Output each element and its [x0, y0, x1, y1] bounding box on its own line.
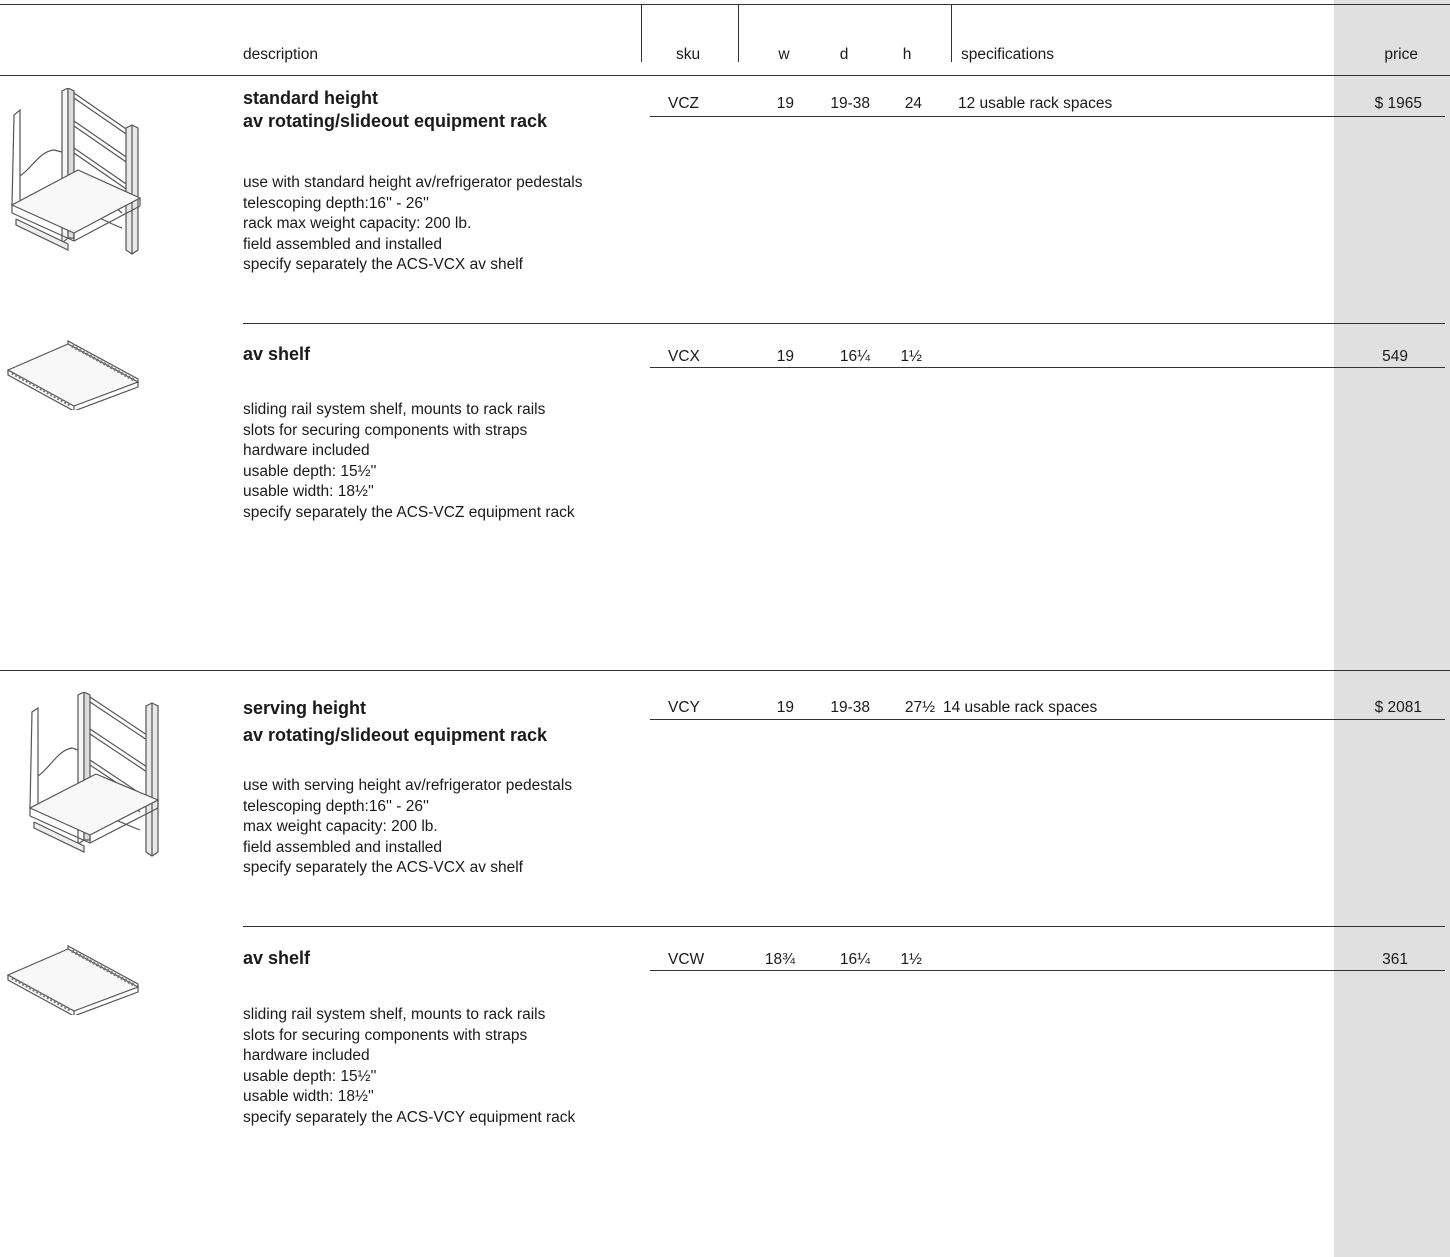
section-divider	[243, 926, 1445, 927]
description-line: usable depth: 15½''	[243, 462, 377, 480]
row-rule	[650, 116, 1445, 117]
product-specifications: 12 usable rack spaces	[958, 95, 1113, 112]
description-line: field assembled and installed	[243, 838, 443, 856]
price-column-band	[1334, 0, 1450, 1257]
product-price: $ 1965	[1374, 95, 1422, 112]
description-line: specify separately the ACS-VCZ equipment rack	[243, 503, 575, 521]
header-bottom-rule	[0, 75, 1450, 76]
product-title-line2: av rotating/slideout equipment rack	[243, 111, 548, 131]
section-divider	[0, 670, 1450, 671]
description-line: sliding rail system shelf, mounts to rack rails	[243, 401, 546, 418]
description-line: sliding rail system shelf, mounts to rack rails	[243, 1006, 546, 1023]
product-depth: 16¼	[839, 348, 870, 365]
description-line: telescoping depth:16'' - 26''	[243, 797, 429, 815]
table-top-rule	[0, 4, 1450, 5]
product-price: 361	[1382, 951, 1408, 968]
description-line: rack max weight capacity: 200 lb.	[243, 215, 472, 233]
column-divider	[641, 4, 642, 62]
product-height: 1½	[900, 348, 922, 365]
product-depth: 19-38	[830, 699, 870, 716]
product-width: 19	[776, 348, 794, 365]
product-description	[243, 173, 582, 276]
header-price: price	[1384, 46, 1418, 63]
av-shelf-illustration	[4, 945, 144, 1015]
description-line: telescoping depth:16'' - 26''	[243, 194, 429, 212]
product-height: 1½	[900, 951, 922, 968]
header-width: w	[778, 46, 790, 63]
product-width: 19	[776, 95, 794, 112]
header-specifications: specifications	[961, 46, 1055, 63]
description-line: field assembled and installed	[243, 235, 443, 253]
description-line: max weight capacity: 200 lb.	[243, 818, 438, 836]
description-line: specify separately the ACS-VCY equipment rack	[243, 1108, 576, 1126]
product-price: $ 2081	[1374, 699, 1422, 716]
description-line: specify separately the ACS-VCX av shelf	[243, 256, 523, 274]
description-line: slots for securing components with straps	[243, 421, 528, 439]
header-height: h	[902, 46, 912, 63]
product-sku: VCW	[668, 951, 705, 968]
description-line: specify separately the ACS-VCX av shelf	[243, 859, 523, 877]
description-line: use with serving height av/refrigerator pedestals	[243, 777, 573, 794]
description-line: use with standard height av/refrigerator pedestals	[243, 174, 583, 191]
product-price: 549	[1382, 348, 1408, 365]
description-line: usable width: 18½''	[243, 483, 374, 501]
description-line: usable width: 18½''	[243, 1088, 374, 1106]
product-specifications: 14 usable rack spaces	[943, 699, 1098, 716]
product-width: 19	[776, 699, 794, 716]
product-height: 24	[904, 95, 922, 112]
header-sku: sku	[675, 46, 701, 63]
product-title: standard height	[243, 88, 379, 108]
av-shelf-illustration	[4, 340, 144, 410]
header-depth: d	[839, 46, 849, 63]
product-width: 18¾	[764, 951, 795, 968]
product-title: av shelf	[243, 344, 311, 364]
description-line: hardware included	[243, 442, 370, 460]
product-depth: 16¼	[839, 951, 870, 968]
product-sku: VCZ	[668, 95, 699, 112]
description-line: usable depth: 15½''	[243, 1067, 377, 1085]
row-rule	[650, 719, 1445, 720]
equipment-rack-illustration	[28, 692, 168, 862]
header-description: description	[243, 46, 318, 63]
product-title: serving height	[243, 698, 367, 718]
product-description	[243, 776, 572, 879]
product-description	[243, 1005, 575, 1129]
column-divider	[951, 4, 952, 62]
column-divider	[738, 4, 739, 62]
product-sku: VCY	[668, 699, 700, 716]
equipment-rack-illustration	[4, 88, 154, 258]
product-description	[243, 400, 575, 524]
description-line: hardware included	[243, 1047, 370, 1065]
row-rule	[650, 367, 1445, 368]
product-depth: 19-38	[830, 95, 870, 112]
product-title-line2: av rotating/slideout equipment rack	[243, 725, 548, 745]
product-height: 27½	[904, 699, 935, 716]
product-title: av shelf	[243, 948, 311, 968]
product-sku: VCX	[668, 348, 700, 365]
row-rule	[650, 970, 1445, 971]
description-line: slots for securing components with straps	[243, 1026, 528, 1044]
section-divider	[243, 323, 1445, 324]
